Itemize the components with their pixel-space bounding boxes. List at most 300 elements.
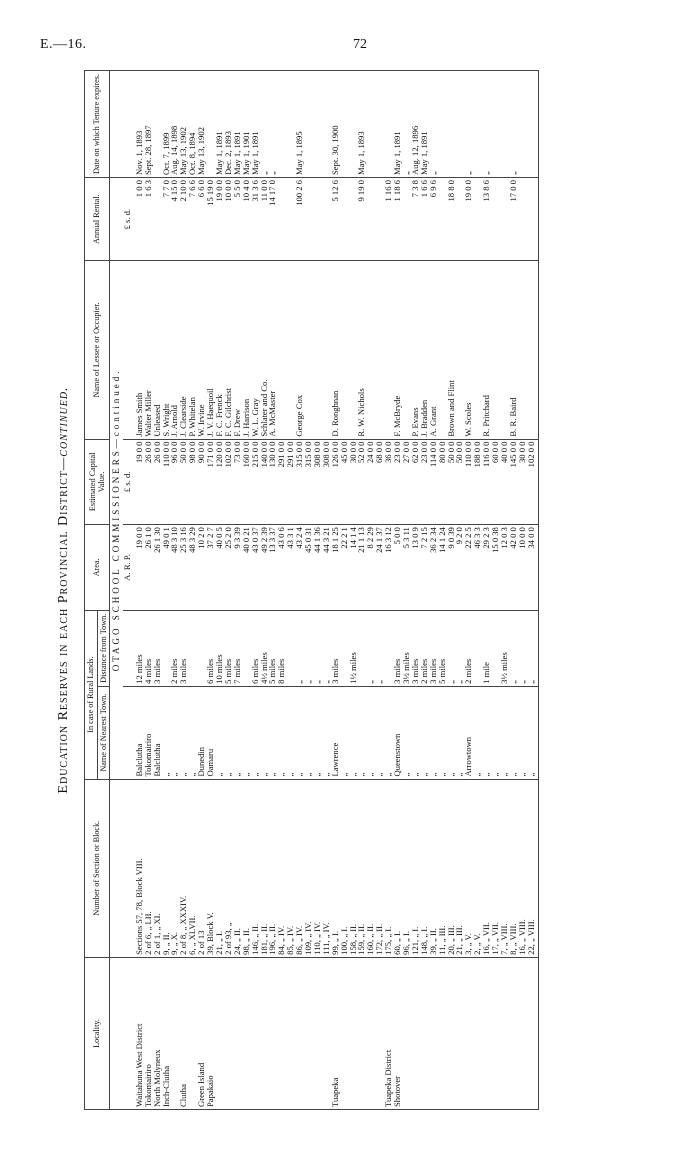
value-cell: 308 0 0 — [322, 439, 331, 525]
value-cell: 27 0 0 — [402, 439, 411, 525]
area-cell: 40 0 5 — [215, 525, 224, 611]
rental-cell — [491, 178, 500, 261]
town-cell: „ — [313, 686, 322, 779]
value-cell: 188 0 0 — [473, 439, 482, 525]
value-cell: 96 0 0 — [170, 439, 179, 525]
rental-cell: 15 19 0 — [206, 178, 215, 261]
table-title-main: Education Reserves in each Provincial District — [56, 470, 71, 794]
area-cell: 16 3 12 — [384, 525, 393, 611]
section-cell: 196, „ II. — [268, 779, 277, 957]
area-cell: 43 0 6 — [277, 525, 286, 611]
distance-cell: „ — [322, 610, 331, 686]
town-cell: „ — [170, 686, 179, 779]
expires-cell: Sept. 30, 1900 — [331, 71, 340, 178]
expires-cell: „ — [268, 71, 277, 178]
area-cell: 49 2 39 — [260, 525, 269, 611]
lessee-cell: J. V. Haequoil — [206, 261, 215, 439]
locality-cell: Tuapeka — [331, 957, 340, 1109]
distance-cell: 3½ miles — [500, 610, 509, 686]
town-cell: „ — [455, 686, 464, 779]
table-row — [132, 71, 144, 1110]
lessee-cell: Schlater and Co. — [260, 261, 269, 439]
locality-cell — [295, 957, 304, 1109]
value-cell: 30 0 0 — [349, 439, 358, 525]
town-cell: „ — [402, 686, 411, 779]
area-cell: 9 0 39 — [447, 525, 456, 611]
lessee-cell: A. McMaster — [268, 261, 277, 439]
locality-cell — [447, 957, 456, 1109]
locality-cell — [277, 957, 286, 1109]
expires-cell: „ — [509, 71, 518, 178]
expires-cell: May 13, 1902 — [179, 71, 188, 178]
locality-cell: Shotover — [393, 957, 402, 1109]
value-cell: 110 0 0 — [464, 439, 473, 525]
expires-cell: May 1, 1891 — [393, 71, 402, 178]
area-cell: 48 3 10 — [170, 525, 179, 611]
section-cell: 8, „ VIII. — [509, 779, 518, 957]
expires-cell — [438, 71, 447, 178]
value-cell: 19 0 0 — [132, 439, 144, 525]
area-cell: 29 2 3 — [482, 525, 491, 611]
section-cell: 98, „ II. — [242, 779, 251, 957]
town-cell: „ — [304, 686, 313, 779]
expires-cell — [340, 71, 349, 178]
area-cell: 45 0 31 — [304, 525, 313, 611]
area-cell: 36 2 34 — [429, 525, 438, 611]
section-cell: 16, „ VII. — [482, 779, 491, 957]
area-cell: 12 0 3 — [500, 525, 509, 611]
town-cell: Arrowtown — [464, 686, 473, 779]
distance-cell — [188, 610, 197, 686]
section-cell: 160, „ II. — [366, 779, 375, 957]
value-cell: 102 0 0 — [527, 439, 538, 525]
distance-cell — [357, 610, 366, 686]
expires-cell: May 1, 1895 — [295, 71, 304, 178]
town-cell: „ — [357, 686, 366, 779]
town-cell: „ — [447, 686, 456, 779]
section-cell: 21, „ I. — [215, 779, 224, 957]
locality-cell — [509, 957, 518, 1109]
rental-cell — [313, 178, 322, 261]
section-cell: 172, „ II. — [375, 779, 384, 957]
area-cell: 40 0 21 — [242, 525, 251, 611]
section-cell: 85, „ IV. — [286, 779, 295, 957]
locality-cell — [464, 957, 473, 1109]
rental-units: £ s. d. — [123, 178, 132, 261]
distance-cell: 1 mile — [482, 610, 491, 686]
expires-cell — [491, 71, 500, 178]
expires-cell: May 1, 1891 — [215, 71, 224, 178]
section-cell: 121, „ I. — [411, 779, 420, 957]
expires-cell: Aug. 14, 1898 — [170, 71, 179, 178]
area-cell: 10 2 0 — [197, 525, 206, 611]
value-cell: 50 0 0 — [179, 439, 188, 525]
locality-cell — [411, 957, 420, 1109]
col-header-rental: Annual Rental. — [85, 178, 110, 261]
town-cell: Tokomairiro — [144, 686, 153, 779]
rental-cell: 17 0 0 — [509, 178, 518, 261]
section-cell: 99, „ I. — [331, 779, 340, 957]
locality-cell — [366, 957, 375, 1109]
locality-cell — [304, 957, 313, 1109]
distance-cell: 6 miles — [251, 610, 260, 686]
lessee-cell: R. Pritchard — [482, 261, 491, 439]
lessee-cell: Walter Miller — [144, 261, 153, 439]
lessee-cell: F. C. Frenck — [215, 261, 224, 439]
expires-cell — [313, 71, 322, 178]
value-cell: 26 0 0 — [153, 439, 162, 525]
lessee-cell: P. Evans — [411, 261, 420, 439]
town-cell: „ — [179, 686, 188, 779]
distance-cell: 1½ miles — [349, 610, 358, 686]
town-cell: „ — [268, 686, 277, 779]
distance-cell: 4 miles — [144, 610, 153, 686]
page-header-code: E.—16. — [40, 37, 87, 52]
locality-cell — [491, 957, 500, 1109]
lessee-cell — [340, 261, 349, 439]
lessee-cell: J. Harrison — [242, 261, 251, 439]
locality-cell: Tokomairiro — [144, 957, 153, 1109]
area-units: A. R. P. — [123, 525, 132, 611]
rental-cell: 1 6 3 — [144, 178, 153, 261]
value-cell: 90 0 0 — [197, 439, 206, 525]
section-cell: 175, „ I. — [384, 779, 393, 957]
section-cell: 148, „ I. — [420, 779, 429, 957]
distance-cell: 2 miles — [420, 610, 429, 686]
rental-cell: 5 5 0 — [233, 178, 242, 261]
area-cell: 13 3 37 — [268, 525, 277, 611]
area-cell: 14 1 4 — [349, 525, 358, 611]
distance-cell: „ — [375, 610, 384, 686]
town-cell: „ — [429, 686, 438, 779]
col-header-value: Estimated Capital Value. — [85, 439, 110, 525]
town-cell: Balclutha — [153, 686, 162, 779]
area-cell: 46 3 3 — [473, 525, 482, 611]
section-cell: 2 of 93, „ — [224, 779, 233, 957]
rental-cell: 7 6 6 — [188, 178, 197, 261]
distance-cell: 5 miles — [268, 610, 277, 686]
col-header-distance: Distance from Town. — [97, 610, 110, 686]
expires-cell: May 1, 1891 — [251, 71, 260, 178]
area-cell: 14 1 24 — [438, 525, 447, 611]
lessee-cell — [313, 261, 322, 439]
rental-cell: 10 0 0 — [224, 178, 233, 261]
locality-cell — [518, 957, 527, 1109]
section-cell: 6, „ XLVII. — [188, 779, 197, 957]
locality-cell — [251, 957, 260, 1109]
expires-cell: Dec. 2, 1893 — [224, 71, 233, 178]
lessee-cell: W. Scoles — [464, 261, 473, 439]
area-cell: 34 0 0 — [527, 525, 538, 611]
area-cell: 15 0 38 — [491, 525, 500, 611]
area-cell: 19 0 0 — [132, 525, 144, 611]
value-cell: 50 0 0 — [455, 439, 464, 525]
rental-cell — [527, 178, 538, 261]
rental-cell: 9 19 0 — [357, 178, 366, 261]
lessee-cell: A. Grant — [429, 261, 438, 439]
rental-cell — [277, 178, 286, 261]
distance-cell: 3½ miles — [402, 610, 411, 686]
expires-cell: Oct. 8, 1894 — [188, 71, 197, 178]
expires-cell: Oct. 7, 1899 — [162, 71, 171, 178]
rental-cell: 13 8 6 — [482, 178, 491, 261]
section-cell: 24, „ II. — [233, 779, 242, 957]
area-cell: 21 1 13 — [357, 525, 366, 611]
rental-cell: 5 12 6 — [331, 178, 340, 261]
locality-cell — [438, 957, 447, 1109]
value-cell: 116 0 0 — [482, 439, 491, 525]
value-cell: 110 0 0 — [162, 439, 171, 525]
expires-cell — [447, 71, 456, 178]
area-cell: 43 3 1 — [286, 525, 295, 611]
lessee-cell — [518, 261, 527, 439]
area-cell: 24 1 37 — [375, 525, 384, 611]
distance-cell: 12 miles — [132, 610, 144, 686]
table-title-suffix: —continued. — [56, 386, 71, 471]
distance-cell: „ — [313, 610, 322, 686]
rental-cell — [518, 178, 527, 261]
lessee-cell: J. Arnold — [170, 261, 179, 439]
distance-cell: 3 miles — [153, 610, 162, 686]
value-cell: 40 0 0 — [500, 439, 509, 525]
rental-cell: 6 6 0 — [197, 178, 206, 261]
section-cell: 20, „ III. — [447, 779, 456, 957]
section-cell: 109, „ IV. — [304, 779, 313, 957]
value-cell: 120 0 0 — [215, 439, 224, 525]
expires-cell — [500, 71, 509, 178]
locality-cell — [357, 957, 366, 1109]
town-cell: Dunedin — [197, 686, 206, 779]
section-cell: 2 of 6, „ LII. — [144, 779, 153, 957]
expires-cell: May 1, 1901 — [242, 71, 251, 178]
area-cell: 48 3 29 — [188, 525, 197, 611]
value-cell: 102 0 0 — [224, 439, 233, 525]
town-cell: „ — [438, 686, 447, 779]
locality-cell: Clutha — [179, 957, 188, 1109]
rental-cell: 100 2 6 — [295, 178, 304, 261]
locality-cell: Papakaio — [206, 957, 215, 1109]
expires-cell — [518, 71, 527, 178]
locality-cell — [473, 957, 482, 1109]
table-row — [527, 71, 538, 1110]
distance-cell — [286, 610, 295, 686]
lessee-cell: F. C. Gilchrist — [224, 261, 233, 439]
section-cell: 84, „ IV. — [277, 779, 286, 957]
area-cell: 26 1 0 — [144, 525, 153, 611]
locality-cell — [286, 957, 295, 1109]
section-cell: 60, „ I. — [393, 779, 402, 957]
locality-cell — [429, 957, 438, 1109]
expires-cell — [304, 71, 313, 178]
town-cell: „ — [322, 686, 331, 779]
town-cell: „ — [527, 686, 538, 779]
town-cell: „ — [242, 686, 251, 779]
town-cell: „ — [384, 686, 393, 779]
expires-cell: „ — [402, 71, 411, 178]
value-cell: 215 0 0 — [251, 439, 260, 525]
area-cell: 22 2 1 — [340, 525, 349, 611]
section-cell: 16, „ VIII. — [518, 779, 527, 957]
area-cell: 44 3 21 — [322, 525, 331, 611]
value-cell: 23 0 0 — [393, 439, 402, 525]
distance-cell: „ — [455, 610, 464, 686]
distance-cell: 4½ miles — [260, 610, 269, 686]
town-cell: „ — [233, 686, 242, 779]
section-cell: 3, „ V. — [464, 779, 473, 957]
value-cell: 291 0 0 — [277, 439, 286, 525]
town-cell: Queenstown — [393, 686, 402, 779]
section-cell: 7, „ VIII. — [500, 779, 509, 957]
value-cell: 73 0 0 — [233, 439, 242, 525]
town-cell: Balclutha — [132, 686, 144, 779]
expires-cell — [277, 71, 286, 178]
value-cell: 130 0 0 — [268, 439, 277, 525]
area-cell: 5 0 0 — [393, 525, 402, 611]
town-cell: „ — [491, 686, 500, 779]
distance-cell: „ — [366, 610, 375, 686]
section-cell: 17, „ VII. — [491, 779, 500, 957]
expires-cell — [473, 71, 482, 178]
locality-cell: Tuapeka District — [384, 957, 393, 1109]
town-cell: „ — [500, 686, 509, 779]
value-cell: 98 0 0 — [188, 439, 197, 525]
area-cell: 49 0 1 — [162, 525, 171, 611]
town-cell: „ — [349, 686, 358, 779]
rental-cell — [340, 178, 349, 261]
distance-cell: 10 miles — [215, 610, 224, 686]
town-cell: „ — [340, 686, 349, 779]
rental-cell: 18 8 0 — [447, 178, 456, 261]
section-cell: 11, „ III. — [438, 779, 447, 957]
locality-cell — [233, 957, 242, 1109]
locality-cell: North Molyneux — [153, 957, 162, 1109]
value-cell: 50 0 0 — [447, 439, 456, 525]
locality-cell — [313, 957, 322, 1109]
distance-cell: „ — [509, 610, 518, 686]
locality-cell — [482, 957, 491, 1109]
col-header-rural: In case of Rural Lands. — [85, 610, 98, 779]
town-cell: „ — [518, 686, 527, 779]
locality-cell — [224, 957, 233, 1109]
town-cell: „ — [224, 686, 233, 779]
section-cell: 86, „ IV. — [295, 779, 304, 957]
expires-cell: Sept. 28, 1897 — [144, 71, 153, 178]
section-cell: 158, „ II. — [349, 779, 358, 957]
distance-cell: „ — [304, 610, 313, 686]
expires-cell: May 1, 1891 — [420, 71, 429, 178]
distance-cell: 8 miles — [277, 610, 286, 686]
value-cell: 126 0 0 — [331, 439, 340, 525]
value-cell: 52 0 0 — [357, 439, 366, 525]
locality-cell — [215, 957, 224, 1109]
rental-cell: 31 3 6 — [251, 178, 260, 261]
town-cell: „ — [215, 686, 224, 779]
lessee-cell: George Cox — [295, 261, 304, 439]
rental-cell: 1 6 6 — [420, 178, 429, 261]
expires-cell: Nov. 1, 1893 — [132, 71, 144, 178]
col-header-locality: Locality. — [85, 957, 110, 1109]
lessee-cell: James Smith — [132, 261, 144, 439]
lessee-cell: Unleased — [153, 261, 162, 439]
town-cell: „ — [188, 686, 197, 779]
lessee-cell: B. R. Baird — [509, 261, 518, 439]
town-cell: „ — [260, 686, 269, 779]
area-cell: 37 2 7 — [206, 525, 215, 611]
section-cell: 100, „ I. — [340, 779, 349, 957]
lessee-cell: P. Whitelan — [188, 261, 197, 439]
town-cell: „ — [277, 686, 286, 779]
area-cell: 9 2 0 — [455, 525, 464, 611]
expires-cell — [527, 71, 538, 178]
lessee-cell — [304, 261, 313, 439]
value-cell: 160 0 0 — [242, 439, 251, 525]
locality-cell — [349, 957, 358, 1109]
locality-cell — [527, 957, 538, 1109]
value-cell: 68 0 0 — [375, 439, 384, 525]
expires-cell: „ — [482, 71, 491, 178]
area-cell: 42 0 0 — [509, 525, 518, 611]
area-cell: 25 3 16 — [179, 525, 188, 611]
rental-cell: 11 0 0 — [260, 178, 269, 261]
town-cell: Lawrence — [331, 686, 340, 779]
town-cell: Oamaru — [206, 686, 215, 779]
area-cell: 9 3 39 — [233, 525, 242, 611]
lessee-cell: J. Bradden — [420, 261, 429, 439]
area-cell: 22 2 5 — [464, 525, 473, 611]
town-cell: „ — [411, 686, 420, 779]
section-cell: 39, Block V. — [206, 779, 215, 957]
section-cell: 2 of 13 — [197, 779, 206, 957]
town-cell: „ — [509, 686, 518, 779]
locality-cell — [340, 957, 349, 1109]
section-cell: 146, „ II. — [251, 779, 260, 957]
distance-cell: 7 miles — [233, 610, 242, 686]
col-header-lessee: Name of Lessee or Occupier. — [85, 261, 110, 439]
rental-cell: 14 17 0 — [268, 178, 277, 261]
rental-cell: 7 3 8 — [411, 178, 420, 261]
lessee-cell: S. Wright — [162, 261, 171, 439]
area-cell: 5 3 11 — [402, 525, 411, 611]
value-cell: 60 0 0 — [491, 439, 500, 525]
locality-cell: Waitahuna West District — [132, 957, 144, 1109]
section-cell: 96, „ I. — [402, 779, 411, 957]
value-cell: 114 0 0 — [429, 439, 438, 525]
value-cell: 24 0 0 — [366, 439, 375, 525]
town-cell: „ — [366, 686, 375, 779]
lessee-cell — [491, 261, 500, 439]
expires-cell: „ — [260, 71, 269, 178]
lessee-cell: F. Drew — [233, 261, 242, 439]
section-cell: 2, „ V. — [473, 779, 482, 957]
locality-cell — [420, 957, 429, 1109]
locality-cell — [242, 957, 251, 1109]
town-cell: „ — [473, 686, 482, 779]
value-cell: 140 0 0 — [260, 439, 269, 525]
town-cell: „ — [375, 686, 384, 779]
expires-cell: May 13, 1902 — [197, 71, 206, 178]
section-cell: 39, „ II. — [429, 779, 438, 957]
area-cell: 26 1 30 — [153, 525, 162, 611]
section-cell: 9, „ X. — [170, 779, 179, 957]
value-cell: 36 0 0 — [384, 439, 393, 525]
lessee-cell: F. McBryde — [393, 261, 402, 439]
col-header-section: Number of Section or Block. — [85, 779, 110, 957]
lessee-cell: W. Irvine — [197, 261, 206, 439]
town-cell: „ — [162, 686, 171, 779]
lessee-cell — [375, 261, 384, 439]
value-cell: 80 0 0 — [438, 439, 447, 525]
distance-cell: 3 miles — [429, 610, 438, 686]
